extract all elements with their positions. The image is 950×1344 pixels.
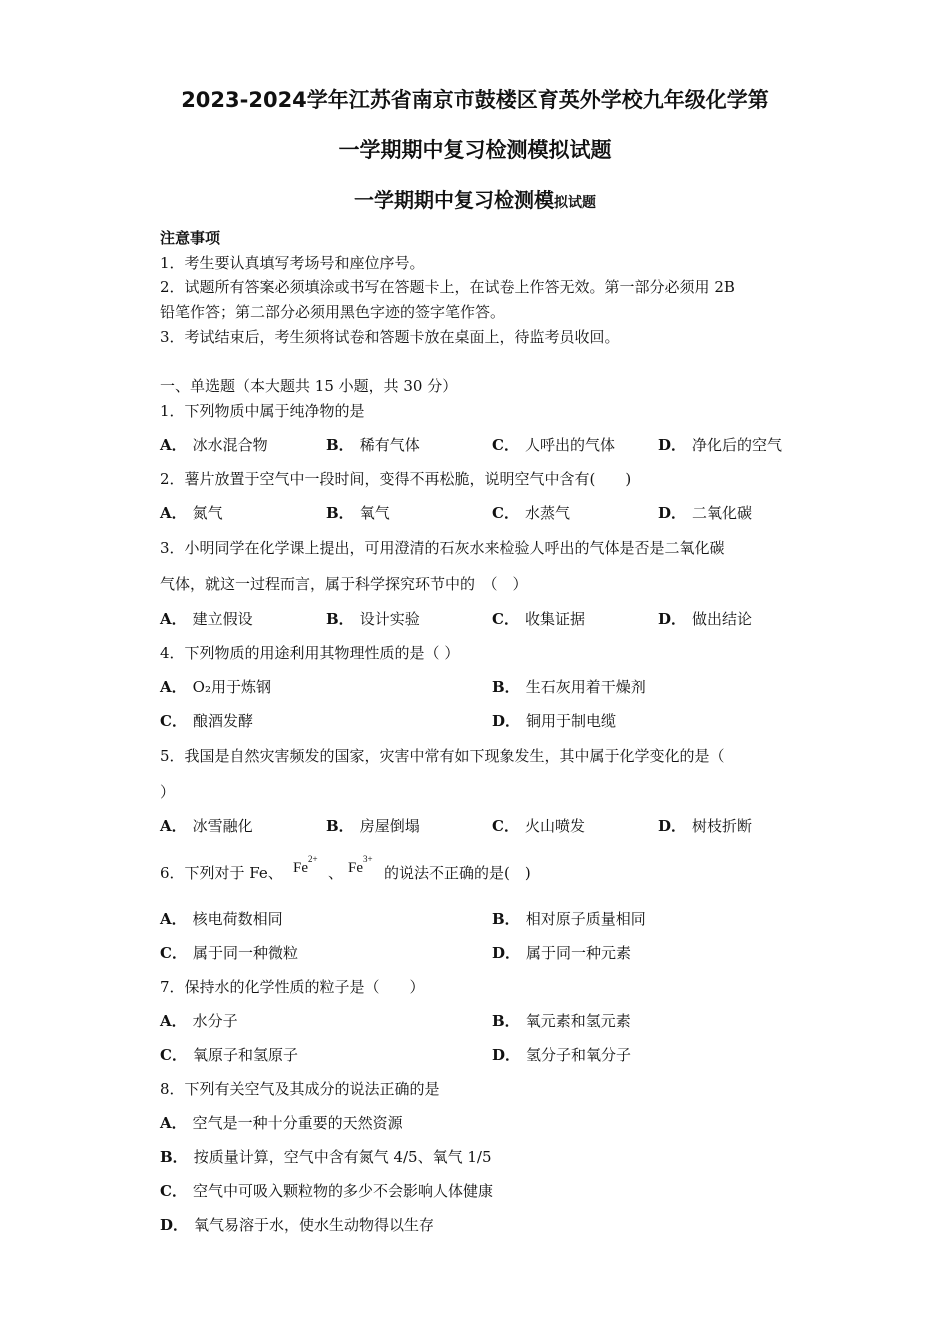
option-label: C． — [492, 610, 519, 628]
option-text: 氧气 — [359, 504, 390, 522]
question-4-option-b — [492, 677, 646, 697]
option-label: D． — [658, 504, 687, 522]
option-text: 房屋倒塌 — [359, 817, 420, 835]
ion-fe2plus — [293, 853, 318, 878]
option-text: 核电荷数相同 — [192, 910, 283, 928]
option-text: O₂用于炼钢 — [192, 678, 271, 696]
question-6-option-d — [492, 943, 631, 963]
option-text: 人呼出的气体 — [524, 436, 615, 454]
option-label: B． — [326, 817, 354, 835]
option-label: A． — [160, 504, 187, 522]
question-2-stem: 2．薯片放置于空气中一段时间，变得不再松脆，说明空气中含有( ) — [160, 470, 632, 488]
question-1-stem: 1．下列物质中属于纯净物的是 — [160, 402, 365, 420]
option-text: 净化后的空气 — [692, 436, 783, 454]
option-label: C． — [492, 436, 519, 454]
option-label: B． — [492, 910, 520, 928]
question-3-stem-line2: 气体，就这一过程而言，属于科学探究环节中的 （ ） — [160, 575, 528, 593]
option-label: D． — [658, 817, 687, 835]
option-text: 按质量计算，空气中含有氮气 4/5、氧气 1/5 — [193, 1148, 492, 1166]
option-label: D． — [492, 944, 521, 962]
option-label: D． — [492, 1046, 521, 1064]
question-4-option-d — [492, 711, 616, 731]
option-text: 收集证据 — [524, 610, 585, 628]
option-label: D． — [658, 436, 687, 454]
question-5-option-b — [326, 816, 420, 836]
option-label: A． — [160, 436, 187, 454]
ion-fe3plus — [348, 853, 373, 878]
option-label: D． — [658, 610, 687, 628]
option-text: 空气中可吸入颗粒物的多少不会影响人体健康 — [192, 1182, 493, 1200]
question-7-stem: 7．保持水的化学性质的粒子是（ ） — [160, 978, 425, 996]
option-label: C． — [160, 1046, 187, 1064]
question-6-option-c — [160, 943, 298, 963]
option-text: 属于同一种元素 — [526, 944, 632, 962]
option-label: C． — [492, 817, 519, 835]
question-2-option-a — [160, 503, 223, 523]
option-text: 相对原子质量相同 — [525, 910, 646, 928]
option-label: A． — [160, 1012, 187, 1030]
subtitle-tail: 拟试题 — [554, 195, 596, 211]
question-5-option-a — [160, 816, 253, 836]
question-5-option-c — [492, 816, 585, 836]
question-2-option-c — [492, 503, 570, 523]
notice-item-3: 3．考试结束后，考生须将试卷和答题卡放在桌面上，待监考员收回。 — [160, 328, 620, 346]
subtitle-main: 一学期期中复习检测模 — [354, 188, 554, 212]
question-4-option-c — [160, 711, 253, 731]
option-text: 水蒸气 — [524, 504, 570, 522]
option-text: 氧原子和氢原子 — [192, 1046, 298, 1064]
option-text: 水分子 — [192, 1012, 238, 1030]
option-text: 氧气易溶于水，使水生动物得以生存 — [194, 1216, 435, 1234]
question-7-option-c — [160, 1045, 298, 1065]
question-1-option-d — [658, 435, 782, 455]
option-label: A． — [160, 610, 187, 628]
option-text: 氢分子和氧分子 — [526, 1046, 632, 1064]
section-heading: 一、单选题（本大题共 15 小题，共 30 分） — [160, 377, 458, 395]
option-label: B． — [492, 1012, 520, 1030]
question-8-option-a — [160, 1113, 403, 1133]
question-6-stem-suffix: 的说法不正确的是( ) — [384, 864, 531, 882]
option-label: B． — [326, 610, 354, 628]
option-label: B． — [492, 678, 520, 696]
question-4-stem: 4．下列物质的用途利用其物理性质的是（ ） — [160, 644, 460, 662]
question-1-option-b — [326, 435, 420, 455]
page-subtitle — [0, 186, 950, 217]
question-5-stem-line1: 5．我国是自然灾害频发的国家，灾害中常有如下现象发生，其中属于化学变化的是（ — [160, 747, 725, 765]
option-label: A． — [160, 1114, 187, 1132]
notice-item-2-line2: 铅笔作答；第二部分必须用黑色字迹的签字笔作答。 — [160, 303, 506, 321]
option-text: 做出结论 — [692, 610, 753, 628]
option-text: 稀有气体 — [359, 436, 420, 454]
question-6-stem-prefix: 6．下列对于 Fe、 — [160, 864, 283, 882]
option-label: D． — [160, 1216, 189, 1234]
question-1-option-c — [492, 435, 615, 455]
option-label: C． — [160, 944, 187, 962]
option-text: 火山喷发 — [524, 817, 585, 835]
option-label: C． — [160, 712, 187, 730]
question-3-option-b — [326, 609, 420, 629]
option-text: 生石灰用着干燥剂 — [525, 678, 646, 696]
question-5-stem-line2: ） — [160, 783, 176, 801]
question-3-option-c — [492, 609, 585, 629]
question-8-option-c — [160, 1181, 493, 1201]
page-title-line1: 2023-2024学年江苏省南京市鼓楼区育英外学校九年级化学第 — [181, 88, 769, 112]
question-2-option-d — [658, 503, 752, 523]
ion-base: Fe — [348, 860, 363, 876]
question-6-option-b — [492, 909, 646, 929]
option-text: 二氧化碳 — [692, 504, 753, 522]
question-3-option-a — [160, 609, 253, 629]
ion-charge: 3+ — [363, 854, 373, 864]
option-label: B． — [160, 1148, 188, 1166]
question-7-option-b — [492, 1011, 631, 1031]
option-label: C． — [160, 1182, 187, 1200]
ion-charge: 2+ — [308, 854, 318, 864]
option-text: 酿酒发酵 — [192, 712, 253, 730]
question-8-option-b — [160, 1147, 492, 1167]
option-text: 属于同一种微粒 — [192, 944, 298, 962]
question-7-option-a — [160, 1011, 238, 1031]
option-label: B． — [326, 436, 354, 454]
option-text: 氮气 — [192, 504, 223, 522]
option-text: 冰水混合物 — [192, 436, 268, 454]
question-6-separator: 、 — [328, 864, 344, 882]
option-label: A． — [160, 678, 187, 696]
option-text: 建立假设 — [192, 610, 253, 628]
page-title-line2: 一学期期中复习检测模拟试题 — [338, 138, 612, 162]
option-text: 冰雪融化 — [192, 817, 253, 835]
question-1-option-a — [160, 435, 268, 455]
option-text: 树枝折断 — [692, 817, 753, 835]
question-4-option-a — [160, 677, 271, 697]
option-text: 铜用于制电缆 — [526, 712, 617, 730]
ion-base: Fe — [293, 860, 308, 876]
option-text: 氧元素和氢元素 — [525, 1012, 631, 1030]
question-3-stem-line1: 3．小明同学在化学课上提出，可用澄清的石灰水来检验人呼出的气体是否是二氧化碳 — [160, 539, 725, 557]
notice-item-1: 1．考生要认真填写考场号和座位序号。 — [160, 254, 425, 272]
option-text: 空气是一种十分重要的天然资源 — [192, 1114, 403, 1132]
option-label: A． — [160, 910, 187, 928]
question-3-option-d — [658, 609, 752, 629]
notice-item-2-line1: 2．试题所有答案必须填涂或书写在答题卡上，在试卷上作答无效。第一部分必须用 2B — [160, 278, 735, 296]
option-text: 设计实验 — [359, 610, 420, 628]
question-6-option-a — [160, 909, 283, 929]
question-8-option-d — [160, 1215, 434, 1235]
question-2-option-b — [326, 503, 390, 523]
notice-heading: 注意事项 — [160, 229, 221, 247]
option-label: A． — [160, 817, 187, 835]
option-label: D． — [492, 712, 521, 730]
question-8-stem: 8．下列有关空气及其成分的说法正确的是 — [160, 1080, 440, 1098]
option-label: C． — [492, 504, 519, 522]
question-5-option-d — [658, 816, 752, 836]
option-label: B． — [326, 504, 354, 522]
question-7-option-d — [492, 1045, 631, 1065]
